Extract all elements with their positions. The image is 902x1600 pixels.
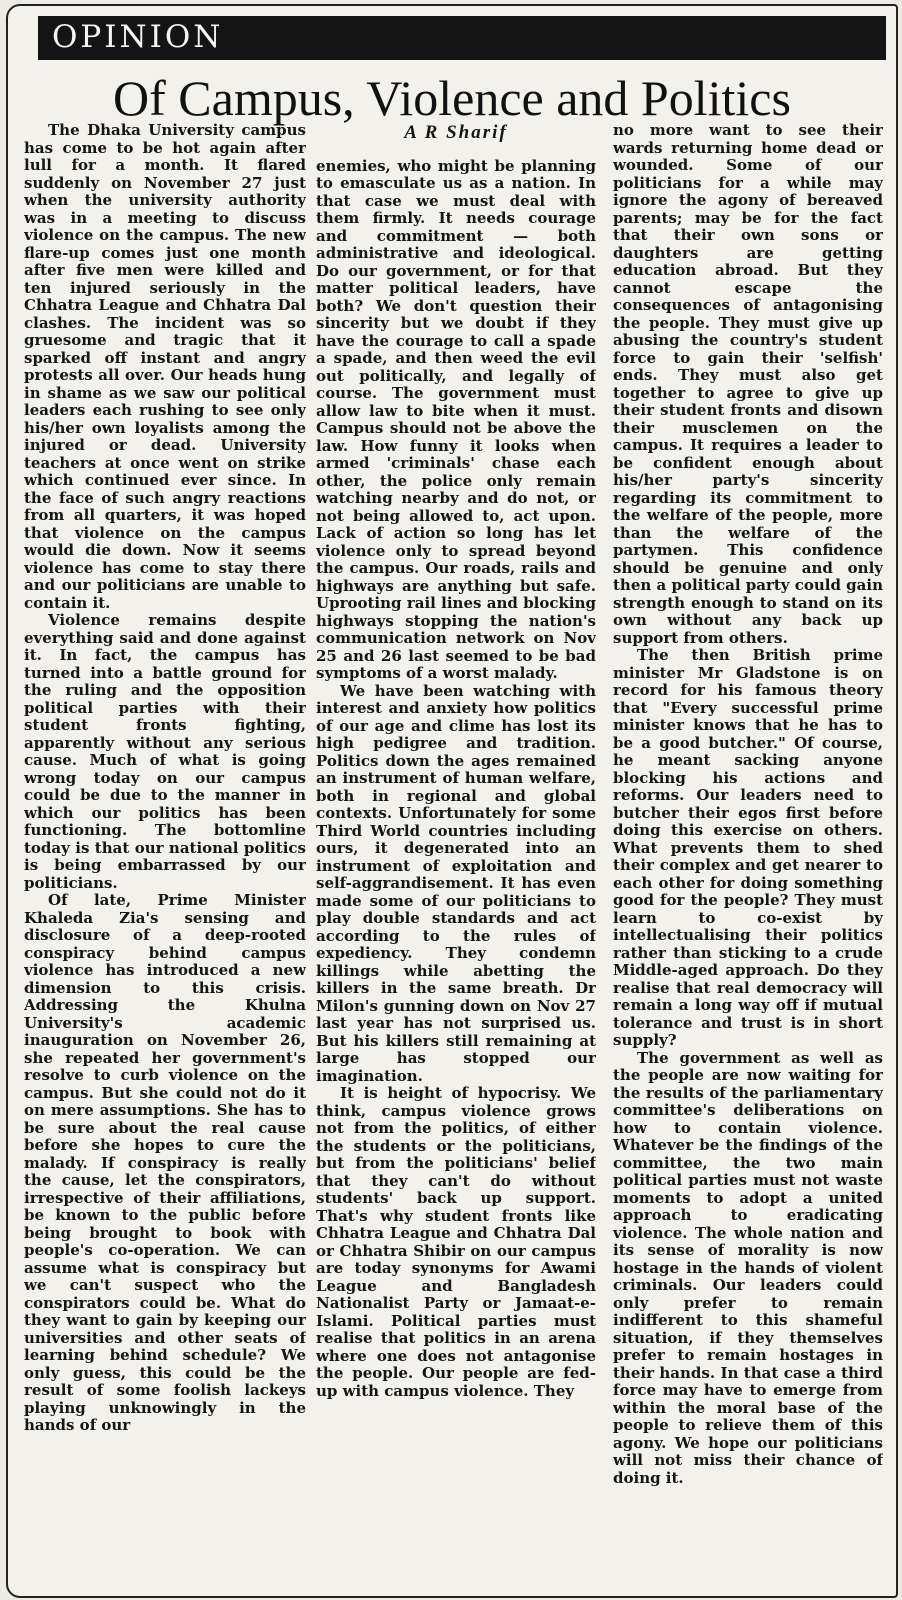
author-byline: A R Sharif: [404, 122, 508, 143]
paragraph: The government as well as the people are now waiting for the results of the parliamentary committee's deliberations on how to contain violence. Whatever be the findings of the committee, the two main political parties must not waste moments to adopt a united approach to eradicating violence. The whole nation and its sense of morality is now hostage in the hands of violent criminals. Our leaders could only prefer to remain indifferent to this shameful situation, if they themselves prefer to remain hostages in their hands. In that case a third force may have to emerge from within the moral base of the people to relieve them of this agony. We hope our politicians will not miss their chance of doing it.: [613, 1048, 883, 1487]
article-headline: Of Campus, Violence and Politics: [113, 70, 791, 126]
section-header-bar: [38, 16, 886, 60]
newspaper-clipping: [6, 4, 898, 1598]
section-label: OPINION: [52, 19, 224, 55]
article-column-1: [24, 122, 306, 1588]
article-column-3: [613, 122, 883, 1588]
article-column-2: [316, 122, 596, 1588]
paragraph: The Dhaka University campus has come to be hot again after lull for a month. It flared suddenly on November 27 just when the university authority was in a meeting to discuss violence on the campus. The new flare-up comes just one month after five men were killed and ten injured seriously in the Chhatra League and Chhatra Dal clashes. The incident was so gruesome and tragic that it sparked off instant and angry protests all over. Our heads hung in shame as we saw our political leaders each rushing to see only his/her own loyalists among the injured or dead. University teachers at once went on strike which continued ever since. In the face of such angry reactions from all quarters, it was hoped that violence on the campus would die down. Now it seems violence has come to stay there and our politicians are unable to contain it.: [24, 122, 306, 612]
paragraph: Of late, Prime Minister Khaleda Zia's sensing and disclosure of a deep-rooted conspiracy behind campus violence has introduced a new dimension to this crisis. Addressing the Khulna University's academic inauguration on November 26, she repeated her government's resolve to curb violence on the campus. But she could not do it on mere assumptions. She has to be sure about the real cause before she hopes to cure the malady. If conspiracy is really the cause, let the conspirators, irrespective of their affiliations, be known to the public before being brought to book with people's co-operation. We can assume what is conspiracy but we can't suspect who the conspirators could be. What do they want to gain by keeping our universities and other seats of learning behind schedule? We only guess, this could be the result of some foolish lackeys playing unknowingly in the hands of our: [24, 891, 306, 1434]
paragraph: The then British prime minister Mr Gladstone is on record for his famous theory that "Every successful prime minister knows that he has to be a good butcher." Of course, he meant sacking anyone blocking his actions and reforms. Our leaders need to butcher their egos first before doing this exercise on others. What prevents them to shed their complex and get nearer to each other for doing something good for the people? They must learn to co-exist by intellectualising their politics rather than sticking to a crude Middle-aged approach. Do they realise that real democracy will remain a long way off if mutual tolerance and trust is in short supply?: [613, 646, 883, 1049]
paragraph: We have been watching with interest and anxiety how politics of our age and clime has lost its high pedigree and tradition. Politics down the ages remained an instrument of human welfare, both in regional and global contexts. Unfortunately for some Third World countries including ours, it degenerated into an instrument of exploitation and self-aggrandisement. It has even made some of our politicians to play double standards and act according to the rules of expediency. They condemn killings while abetting the killers in the same breath. Dr Milon's gunning down on Nov 27 last year has not surprised us. But his killers still remaining at large has stopped our imagination.: [316, 681, 596, 1085]
paragraph: Violence remains despite everything said and done against it. In fact, the campus has turned into a battle ground for the ruling and the opposition political parties with their student fronts fighting, apparently without any serious cause. Much of what is going wrong today on our campus could be due to the manner in which our politics has been functioning. The bottomline today is that our national politics is being embarrassed by our politicians.: [24, 611, 306, 892]
paragraph: no more want to see their wards returning home dead or wounded. Some of our politicians for a while may ignore the agony of bereaved parents; may be for the fact that their own sons or daughters are getting education abroad. But they cannot escape the consequences of antagonising the people. They must give up abusing the country's student force to gain their 'selfish' ends. They must also get together to agree to give up their student fronts and disown their musclemen on the campus. It requires a leader to be confident enough about his/her party's sincerity regarding its commitment to the welfare of the people, more than the welfare of the partymen. This confidence should be genuine and only then a political party could gain strength enough to stand on its own without any back up support from others.: [613, 122, 883, 647]
paragraph: It is height of hypocrisy. We think, campus violence grows not from the politics, of either the students or the politicians, but from the politicians' belief that they can't do without students' back up support. That's why student fronts like Chhatra League and Chhatra Dal or Chhatra Shibir on our campus are today synonyms for Awami League and Bangladesh Nationalist Party or Jamaat-e-Islami. Political parties must realise that politics in an arena where one does not antagonise the people. Our people are fed-up with campus violence. They: [316, 1084, 596, 1400]
paragraph: enemies, who might be planning to emasculate us as a nation. In that case we must deal with them firmly. It needs courage and commitment — both administrative and ideological. Do our government, or for that matter political leaders, have both? We don't question their sincerity but we doubt if they have the courage to call a spade a spade, and then weed the evil out politically, and legally of course. The government must allow law to bite when it must. Campus should not be above the law. How funny it looks when armed 'criminals' chase each other, the police only remain watching nearby and do not, or not being allowed to, act upon. Lack of action so long has let violence only to spread beyond the campus. Our roads, rails and highways are anything but safe. Uprooting rail lines and blocking highways stopping the nation's communication network on Nov 25 and 26 last seemed to be bad symptoms of a worst malady.: [316, 156, 596, 682]
